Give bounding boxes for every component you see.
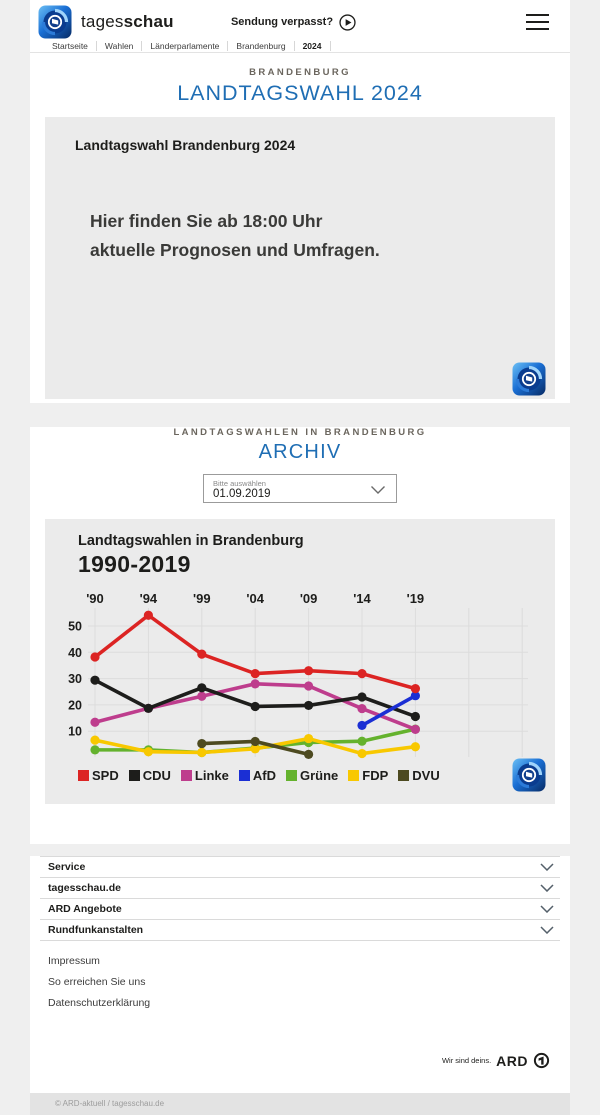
legend-swatch <box>129 770 140 781</box>
legend-label: AfD <box>252 768 276 783</box>
ard-wordmark: ARD <box>496 1052 528 1069</box>
accordion-ard-angebote[interactable]: ARD Angebote <box>40 899 560 920</box>
copyright-bar <box>30 1093 570 1115</box>
chart-subtitle: 1990-2019 <box>78 551 191 577</box>
header-hero-card <box>30 0 570 403</box>
legend-swatch <box>181 770 192 781</box>
legend-item <box>129 768 171 783</box>
footer-card <box>30 856 570 1093</box>
archive-title: ARCHIV <box>258 441 342 463</box>
svg-text:10: 10 <box>68 724 82 739</box>
select-value: 01.09.2019 <box>213 488 271 500</box>
breadcrumb-2024[interactable]: 2024 <box>295 41 331 51</box>
chevron-down-icon <box>540 884 554 892</box>
footer-links <box>48 951 570 1014</box>
chart-legend <box>78 768 508 783</box>
legend-label: FDP <box>362 768 389 783</box>
svg-text:30: 30 <box>68 672 82 687</box>
teaser-title: Landtagswahl Brandenburg 2024 <box>75 137 296 153</box>
breadcrumb <box>30 39 570 53</box>
legend-swatch <box>398 770 409 781</box>
legend-label: Linke <box>194 768 229 783</box>
legend-swatch <box>78 770 89 781</box>
breadcrumb-brandenburg[interactable]: Brandenburg <box>228 41 294 51</box>
accordion-service[interactable]: Service <box>40 857 560 878</box>
link-datenschutzerklaerung[interactable]: Datenschutzerklärung <box>48 997 151 1009</box>
play-icon <box>339 14 356 31</box>
chevron-down-icon <box>540 863 554 871</box>
link-so-erreichen-sie-uns[interactable]: So erreichen Sie uns <box>48 976 146 988</box>
legend-item <box>181 768 229 783</box>
svg-text:'19: '19 <box>406 591 425 606</box>
svg-text:'04: '04 <box>246 591 264 606</box>
tagesschau-logo-icon <box>512 758 546 792</box>
legend-swatch <box>239 770 250 781</box>
election-history-chart <box>45 519 555 804</box>
chart-title: Landtagswahlen in Brandenburg <box>78 533 304 549</box>
header-bar <box>30 0 570 39</box>
tagesschau-brand[interactable] <box>38 5 231 39</box>
accordion-rundfunkanstalten[interactable]: Rundfunkanstalten <box>40 920 560 941</box>
chevron-down-icon <box>370 485 386 495</box>
chevron-down-icon <box>540 905 554 913</box>
svg-text:40: 40 <box>68 645 82 660</box>
svg-text:'09: '09 <box>299 591 318 606</box>
archive-kicker: LANDTAGSWAHLEN IN BRANDENBURG <box>173 427 427 438</box>
select-label: Bitte auswählen <box>213 479 266 488</box>
legend-label: CDU <box>142 768 171 783</box>
legend-swatch <box>348 770 359 781</box>
legend-label: DVU <box>412 768 440 783</box>
legend-item <box>398 768 439 783</box>
archive-date-select[interactable] <box>203 474 397 503</box>
chevron-down-icon <box>540 926 554 934</box>
page-title: LANDTAGSWAHL 2024 <box>177 81 423 105</box>
breadcrumb-laenderparlamente[interactable]: Länderparlamente <box>142 41 228 51</box>
svg-text:'90: '90 <box>86 591 104 606</box>
sendung-verpasst-button[interactable] <box>231 14 356 31</box>
accordion-tagesschau-de[interactable]: tagesschau.de <box>40 878 560 899</box>
legend-item <box>286 768 338 783</box>
archive-card <box>30 427 570 844</box>
breadcrumb-wahlen[interactable]: Wahlen <box>97 41 143 51</box>
svg-text:20: 20 <box>68 698 82 713</box>
ard-logo-icon <box>533 1052 550 1069</box>
svg-text:'94: '94 <box>139 591 158 606</box>
teaser-message: Hier finden Sie ab 18:00 Uhr aktuelle Prognosen und Umfragen. <box>90 211 380 260</box>
svg-text:'14: '14 <box>353 591 371 606</box>
footer-accordion <box>40 856 560 941</box>
legend-label: Grüne <box>299 768 339 783</box>
legend-item <box>239 768 276 783</box>
svg-text:50: 50 <box>68 619 82 634</box>
breadcrumb-startseite[interactable]: Startseite <box>52 41 97 51</box>
sendung-verpasst-label: Sendung verpasst? <box>230 16 334 28</box>
legend-swatch <box>286 770 297 781</box>
election-teaser-panel <box>45 117 555 399</box>
legend-label: SPD <box>92 768 119 783</box>
ard-claim: Wir sind deins. <box>441 1056 492 1065</box>
ard-brand <box>442 1052 550 1069</box>
hero-kicker: BRANDENBURG <box>249 67 351 78</box>
tagesschau-logo-icon <box>38 5 72 39</box>
tagesschau-logo-icon <box>512 362 546 396</box>
menu-icon[interactable] <box>526 9 549 35</box>
legend-item <box>348 768 388 783</box>
copyright-text: © ARD-aktuell / tagesschau.de <box>55 1099 165 1108</box>
svg-text:'99: '99 <box>193 591 211 606</box>
link-impressum[interactable]: Impressum <box>48 955 100 967</box>
tagesschau-wordmark: tagesschau <box>81 12 174 31</box>
legend-item <box>78 768 119 783</box>
